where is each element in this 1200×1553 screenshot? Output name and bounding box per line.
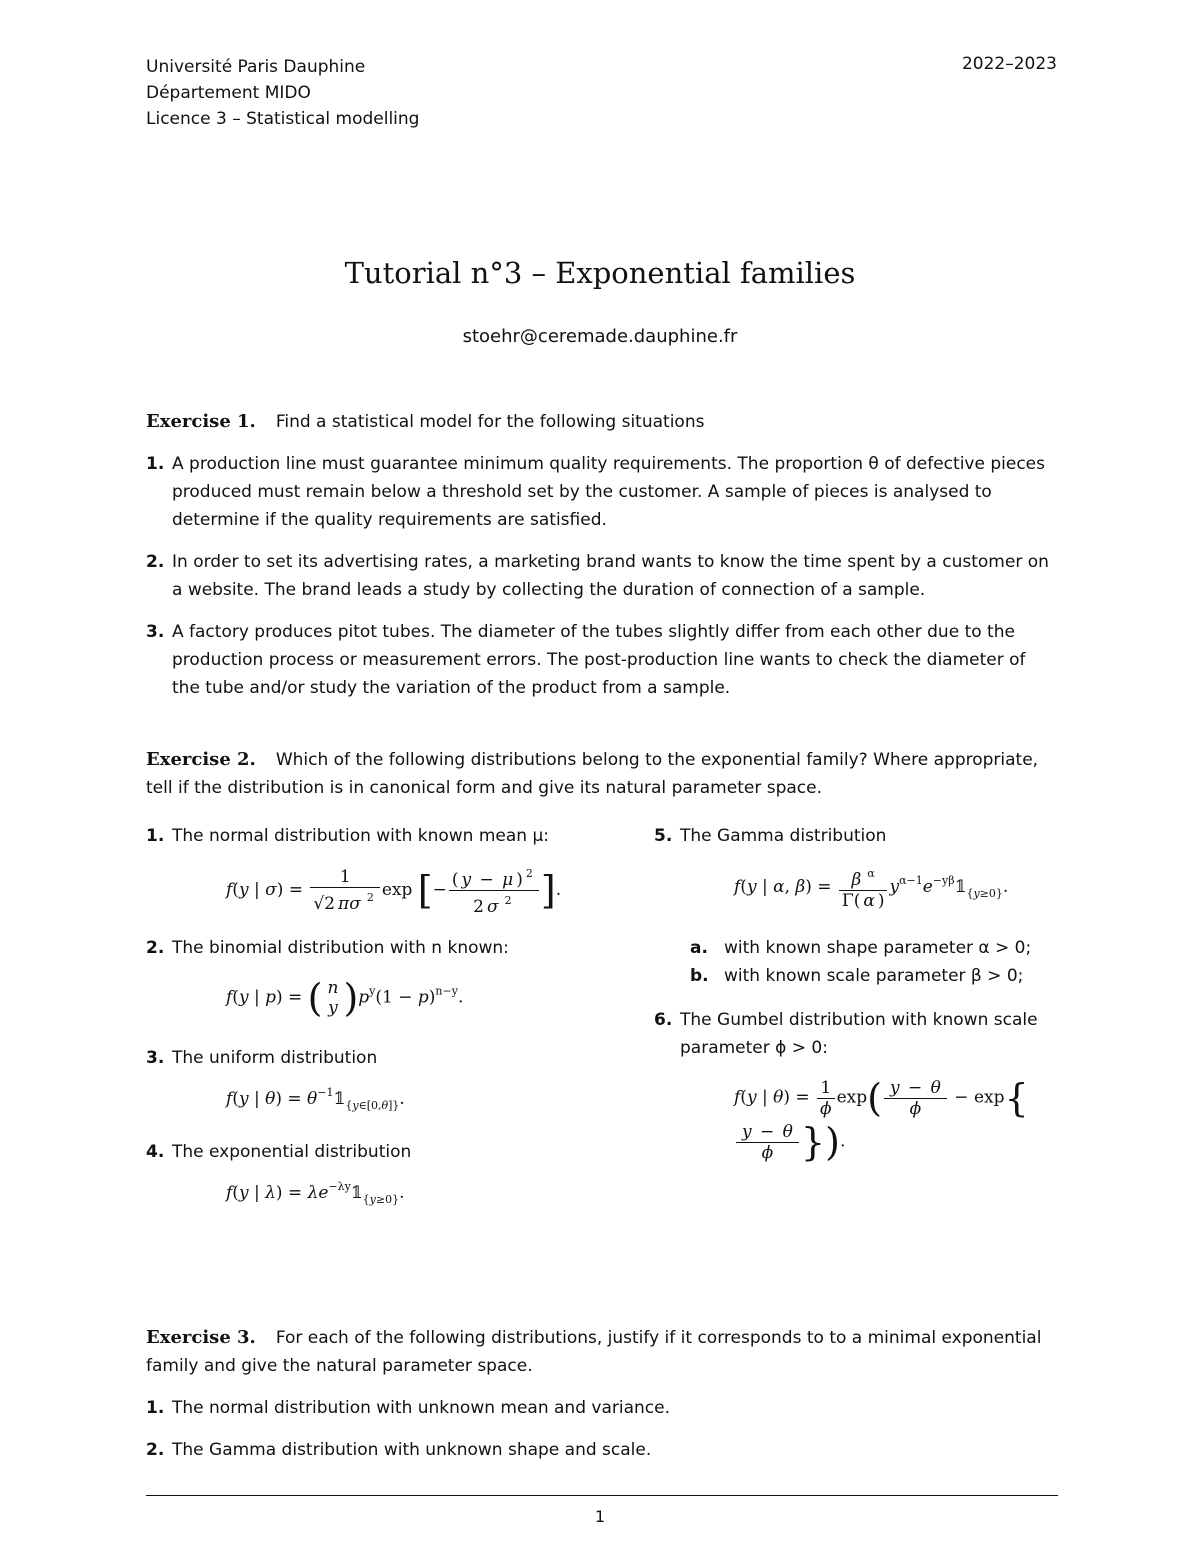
page-title: Tutorial n°3 – Exponential families (344, 256, 856, 290)
exercise-3-label: Exercise 3. (146, 1327, 256, 1348)
list-item: a. with known shape parameter α > 0; (690, 938, 1032, 958)
exercise-2-heading (146, 746, 1058, 802)
exercise-3-intro: For each of the following distributions, justify if it corresponds to to a minimal exponential family and give the natural parameter space. (146, 1328, 1042, 1376)
list-item: 1. The normal distribution with known mean μ: (146, 826, 550, 846)
list-item: 3. The uniform distribution (146, 1048, 378, 1068)
exercise-2-intro: Which of the following distributions belong to the exponential family? Where appropriate, tell if the distribution is in canonical form and give its natural parameter space. (146, 750, 1039, 798)
exercise-1-intro: Find a statistical model for the following situations (275, 412, 705, 432)
list-item: 1. A production line must guarantee minimum quality requirements. The proportion θ of defective pieces produced must remain below a threshold set by the customer. A sample of pieces is analysed to determine if the quality requirements are satisfied. (146, 454, 1045, 530)
uniform-density-formula: f(y | $\theta) = \theta^{-1}𝟙_{\{y\in[0,\theta]\}}$. (226, 1086, 405, 1112)
header-year: 2022–2023 (961, 54, 1057, 74)
exercise-1-label: Exercise 1. (146, 411, 256, 432)
list-item: 2. The binomial distribution with n known: (146, 938, 509, 958)
list-item: 2. In order to set its advertising rates, a marketing brand wants to know the time spent by a customer on a website. The brand leads a study by collecting the duration of connection of a sample. (146, 552, 1049, 600)
exercise-2-left-column (146, 822, 606, 1206)
binomial-density-formula: f(y | p) = ( n y )$p^y(1 - p)^{n-y}$. (226, 976, 464, 1020)
page-number: 1 (594, 1507, 606, 1526)
list-item: 2. The Gamma distribution with unknown shape and scale. (146, 1440, 652, 1460)
gamma-density-formula: f(y | α, β) = $\frac{\beta ^\alpha}{\Gamma( \alpha )}$ $y^{\alpha-1}e^{-y\beta}𝟙_{\{y\ge 0\}}$. (734, 864, 1064, 924)
exercise-1-list (146, 450, 1058, 716)
list-item: 3. A factory produces pitot tubes. The diameter of the tubes slightly differ from each other due to the production process or measurement errors. The post-production line wants to check the diameter of the tube and/or study the variation of the product from a sample. (146, 622, 1026, 698)
header-course: Licence 3 – Statistical modelling (146, 109, 420, 129)
gumbel-density-formula: f(y | θ) = $\frac{1}{\phi}$ exp( $\frac{y - \theta}{\phi}$ − exp{ $\frac{y - \theta}{\phi}$ }). (734, 1076, 1029, 1164)
author-email[interactable]: stoehr@ceremade.dauphine.fr (462, 326, 738, 347)
exercise-3-list (146, 1394, 1058, 1478)
gamma-sub-list (654, 934, 1064, 990)
list-item: 1. The normal distribution with unknown mean and variance. (146, 1398, 670, 1418)
header-university: Université Paris Dauphine (146, 57, 366, 77)
list-item: 5. The Gamma distribution (654, 826, 887, 846)
exercise-1-heading (146, 408, 1058, 436)
footer-rule (146, 1495, 1058, 1496)
list-item: 6. The Gumbel distribution with known scale parameter ϕ > 0: (654, 1010, 1038, 1058)
list-item: b. with known scale parameter β > 0; (690, 966, 1024, 986)
exponential-density-formula: f(y | $\lambda) = \lambda e^{-\lambda y}𝟙_{\{y\ge 0\}}$. (226, 1180, 405, 1206)
normal-density-formula: f(y | σ) = $\frac{1}{√2 \pi\sigma ^2}$ exp [− $\frac{( y - \mu ) ^2}{2 \sigma ^2}$ ]. (226, 864, 606, 934)
header-department: Département MIDO (146, 83, 311, 103)
exercise-2-right-column (654, 822, 1064, 1164)
exercise-2-label: Exercise 2. (146, 749, 256, 770)
list-item: 4. The exponential distribution (146, 1142, 412, 1162)
exercise-3-heading (146, 1324, 1058, 1380)
